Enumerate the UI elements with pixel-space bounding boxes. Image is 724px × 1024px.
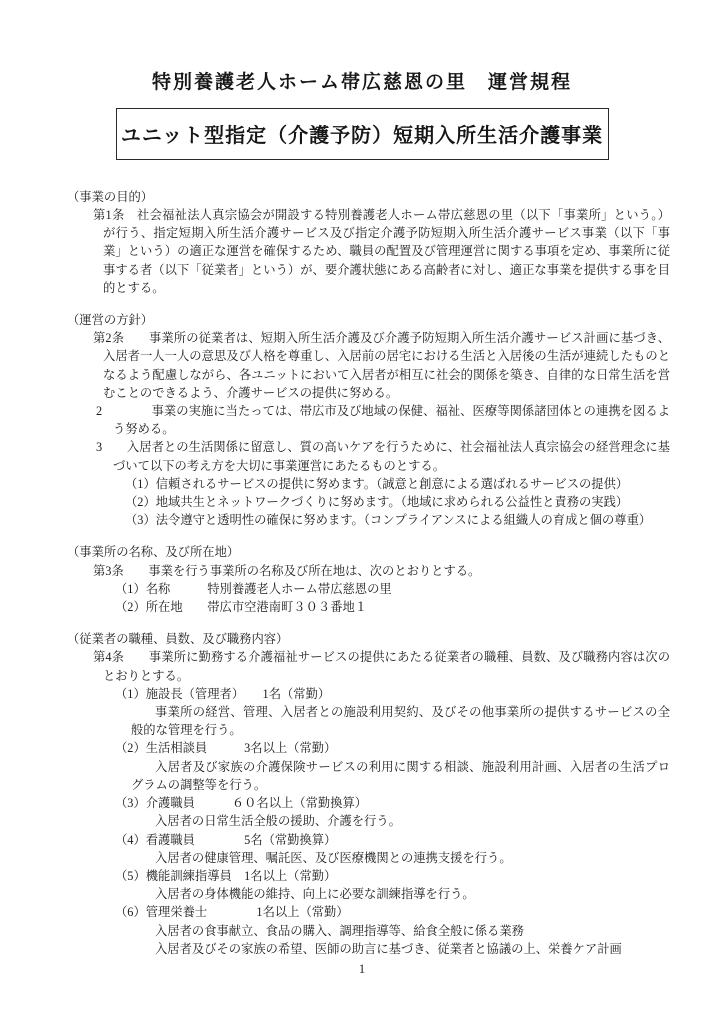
list-item: （1）名称 特別養護老人ホーム帯広慈恩の里 <box>115 581 392 596</box>
section-heading: （事業所の名称、及び所在地） <box>67 545 240 560</box>
document-title: 特別養護老人ホーム帯広慈恩の里 運営規程 <box>151 72 572 93</box>
item-description: 入居者の食事献立、食品の購入、調理指導等、給食全般に係る業務 <box>155 923 524 938</box>
section <box>67 543 670 616</box>
section <box>67 188 670 297</box>
item-description: 入居者及びその家族の希望、医師の助言に基づき、従業者と協議の上、栄養ケア計画 <box>155 941 622 956</box>
section-heading: （運営の方針） <box>67 313 154 328</box>
sub-paragraph: 3 入居者との生活関係に留意し、質の高いケアを行うために、社会福祉法人真宗協会の経営理念に基づいて以下の考え方を大切に事業運営にあたるものとする。 <box>96 440 670 473</box>
document-body <box>67 188 670 958</box>
item-description: 入居者の日常生活全般の援助、介護を行う。 <box>155 814 401 829</box>
item-description: 入居者の健康管理、嘱託医、及び医療機関との連携支援を行う。 <box>155 850 512 865</box>
item-description: 入居者及び家族の介護保険サービスの利用に関する相談、施設利用計画、入居者の生活プログラムの調整等を行う。 <box>131 759 670 792</box>
section-heading: （従業者の職種、員数、及び職務内容） <box>67 632 289 647</box>
subtitle-text: ユニット型指定（介護予防）短期入所生活介護事業 <box>120 124 604 147</box>
article-paragraph: 第1条 社会福祉法人真宗協会が開設する特別養護老人ホーム帯広慈恩の里（以下「事業所」という。）が行う、指定短期入所生活介護サービス及び指定介護予防短期入所生活介護サービス事業（以下「事業」という）の適正な運営を確保するため、職員の配置及び管理運営に関する事項を定め、事業所に従事する者（以下「従業者」という）が、要介護状態にある高齢者に対し、適正な事業を提供する事を目的とする。 <box>93 208 670 295</box>
section <box>67 311 670 529</box>
list-item: （2）生活相談員 3名以上（常勤） <box>115 741 337 756</box>
list-item: （3）法令遵守と透明性の確保に努めます。（コンプライアンスによる組織人の育成と個の尊重） <box>125 513 652 528</box>
item-description: 事業所の経営、管理、入居者との施設利用契約、及びその他事業所の提供するサービスの全般的な管理を行う。 <box>131 705 670 738</box>
page-number: 1 <box>358 962 366 976</box>
item-description: 入居者の身体機能の維持、向上に必要な訓練指導を行う。 <box>155 887 475 902</box>
list-item: （3）介護職員 ６０名以上（常勤換算） <box>115 796 368 811</box>
list-item: （2）地域共生とネットワークづくりに努めます。（地域に求められる公益性と責務の実践） <box>125 495 629 510</box>
article-paragraph: 第4条 事業所に勤務する介護福祉サービスの提供にあたる従業者の職種、員数、及び職務内容は次のとおりとする。 <box>93 650 670 683</box>
list-item: （5）機能訓練指導員 1名以上（常勤） <box>115 868 337 883</box>
sub-paragraph: 2 事業の実施に当たっては、帯広市及び地域の保健、福祉、医療等関係諸団体との連携を図るよう努める。 <box>96 404 670 437</box>
list-item: （1）施設長（管理者） 1名（常勤） <box>115 686 331 701</box>
list-item: （2）所在地 帯広市空港南町３０３番地１ <box>115 600 368 615</box>
list-item: （4）看護職員 5名（常勤換算） <box>115 832 337 847</box>
article-paragraph: 第2条 事業所の従業者は、短期入所生活介護及び介護予防短期入所生活介護サービス計画に基づき、入居者一人一人の意思及び人格を尊重し、入居前の居宅における生活と入居後の生活が連続したものとなるよう配慮しながら、各ユニットにおいて入居者が相互に社会的関係を築き、自律的な日常生活を営むことのできるよう、介護サービスの提供に努める。 <box>93 331 670 400</box>
list-item: （6）管理栄養士 1名以上（常勤） <box>115 905 349 920</box>
section-heading: （事業の目的） <box>67 189 154 204</box>
section <box>67 630 670 958</box>
subtitle-box <box>116 108 609 160</box>
list-item: （1）信頼されるサービスの提供に努めます。（誠意と創意による選ばれるサービスの提供） <box>125 476 629 491</box>
article-paragraph: 第3条 事業を行う事業所の名称及び所在地は、次のとおりとする。 <box>93 563 481 578</box>
